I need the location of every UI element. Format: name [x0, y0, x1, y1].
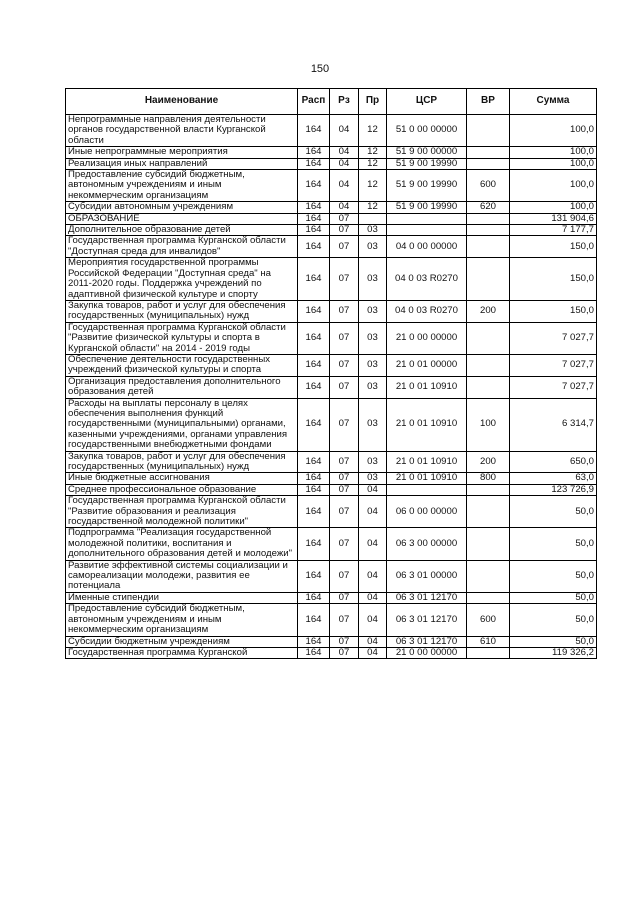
- cell-pr: 04: [359, 484, 387, 495]
- cell-csr: 04 0 00 00000: [387, 236, 467, 258]
- cell-name: Обеспечение деятельности государственных учреждений физической культуры и спорта: [66, 354, 298, 376]
- cell-rasp: 164: [298, 225, 330, 236]
- cell-rz: 07: [330, 213, 359, 224]
- cell-sum: 7 027,7: [510, 322, 597, 354]
- cell-rz: 04: [330, 158, 359, 169]
- cell-name: Государственная программа Курганской области "Доступная среда для инвалидов": [66, 236, 298, 258]
- cell-csr: 04 0 03 R0270: [387, 258, 467, 301]
- cell-vr: 600: [467, 604, 510, 636]
- cell-rz: 04: [330, 202, 359, 213]
- cell-rz: 07: [330, 592, 359, 603]
- cell-vr: [467, 322, 510, 354]
- cell-sum: 131 904,6: [510, 213, 597, 224]
- cell-name: Мероприятия государственной программы Российской Федерации "Доступная среда" на 2011-2020 годы. Поддержка учреждений по адаптивной физической культуре и спорту: [66, 258, 298, 301]
- table-row: [66, 158, 597, 169]
- cell-rz: 04: [330, 147, 359, 158]
- page-number: 150: [310, 63, 330, 75]
- table-row: [66, 398, 597, 451]
- cell-rz: 07: [330, 354, 359, 376]
- cell-pr: 03: [359, 322, 387, 354]
- cell-csr: 06 3 01 12170: [387, 604, 467, 636]
- cell-pr: 12: [359, 147, 387, 158]
- cell-rz: 07: [330, 604, 359, 636]
- cell-name: Государственная программа Курганской: [66, 647, 298, 658]
- table-row: [66, 170, 597, 202]
- cell-name: Среднее профессиональное образование: [66, 484, 298, 495]
- cell-sum: 100,0: [510, 170, 597, 202]
- cell-rasp: 164: [298, 322, 330, 354]
- cell-vr: [467, 376, 510, 398]
- cell-name: Субсидии автономным учреждениям: [66, 202, 298, 213]
- cell-sum: 100,0: [510, 115, 597, 147]
- table-row: [66, 376, 597, 398]
- cell-pr: 04: [359, 560, 387, 592]
- header-sum: Сумма: [510, 89, 597, 115]
- header-vr: ВР: [467, 89, 510, 115]
- table-row: [66, 592, 597, 603]
- cell-vr: [467, 147, 510, 158]
- cell-csr: 04 0 03 R0270: [387, 300, 467, 322]
- cell-rz: 07: [330, 236, 359, 258]
- cell-rasp: 164: [298, 484, 330, 495]
- cell-sum: 50,0: [510, 592, 597, 603]
- cell-sum: 123 726,9: [510, 484, 597, 495]
- cell-sum: 6 314,7: [510, 398, 597, 451]
- table-row: [66, 560, 597, 592]
- cell-rz: 07: [330, 300, 359, 322]
- cell-rasp: 164: [298, 592, 330, 603]
- cell-rasp: 164: [298, 496, 330, 528]
- cell-sum: 119 326,2: [510, 647, 597, 658]
- cell-pr: 03: [359, 354, 387, 376]
- cell-csr: 06 3 01 12170: [387, 592, 467, 603]
- cell-name: Организация предоставления дополнительного образования детей: [66, 376, 298, 398]
- cell-rz: 07: [330, 376, 359, 398]
- cell-name: Подпрограмма "Реализация государственной молодежной политики, воспитания и дополнительного образования детей и молодежи": [66, 528, 298, 560]
- cell-csr: 51 9 00 00000: [387, 147, 467, 158]
- cell-pr: 03: [359, 451, 387, 473]
- cell-csr: 51 9 00 19990: [387, 202, 467, 213]
- table-row: [66, 354, 597, 376]
- header-row: [66, 89, 597, 115]
- cell-pr: 12: [359, 170, 387, 202]
- cell-rz: 07: [330, 647, 359, 658]
- table-row: [66, 636, 597, 647]
- cell-vr: 800: [467, 473, 510, 484]
- cell-csr: 51 9 00 19990: [387, 158, 467, 169]
- cell-name: Закупка товаров, работ и услуг для обеспечения государственных (муниципальных) нужд: [66, 451, 298, 473]
- cell-rz: 07: [330, 451, 359, 473]
- cell-rasp: 164: [298, 560, 330, 592]
- cell-vr: [467, 528, 510, 560]
- table-row: [66, 213, 597, 224]
- cell-sum: 7 027,7: [510, 376, 597, 398]
- table-header: [66, 89, 597, 115]
- cell-csr: 06 0 00 00000: [387, 496, 467, 528]
- cell-sum: 150,0: [510, 236, 597, 258]
- cell-csr: 51 0 00 00000: [387, 115, 467, 147]
- cell-rz: 07: [330, 636, 359, 647]
- cell-pr: 04: [359, 528, 387, 560]
- cell-rz: 07: [330, 496, 359, 528]
- table-row: [66, 484, 597, 495]
- cell-vr: 100: [467, 398, 510, 451]
- cell-name: Государственная программа Курганской области "Развитие образования и реализация государственной молодежной политики": [66, 496, 298, 528]
- cell-pr: 03: [359, 473, 387, 484]
- cell-name: Расходы на выплаты персоналу в целях обеспечения выполнения функций государственными (муниципальными) органами, казенными учреждениями, органами управления государственными внебюджетными фондами: [66, 398, 298, 451]
- table-row: [66, 300, 597, 322]
- table-body: [66, 115, 597, 659]
- cell-pr: 04: [359, 636, 387, 647]
- cell-vr: 610: [467, 636, 510, 647]
- cell-pr: 12: [359, 158, 387, 169]
- cell-rz: 07: [330, 560, 359, 592]
- budget-table: [65, 88, 597, 659]
- cell-rz: 07: [330, 473, 359, 484]
- cell-sum: 100,0: [510, 202, 597, 213]
- cell-rasp: 164: [298, 604, 330, 636]
- cell-rasp: 164: [298, 451, 330, 473]
- cell-sum: 150,0: [510, 300, 597, 322]
- cell-vr: [467, 484, 510, 495]
- cell-vr: [467, 158, 510, 169]
- cell-csr: 21 0 01 00000: [387, 354, 467, 376]
- cell-csr: 21 0 01 10910: [387, 398, 467, 451]
- cell-rasp: 164: [298, 300, 330, 322]
- cell-name: Иные непрограммные мероприятия: [66, 147, 298, 158]
- cell-vr: 200: [467, 300, 510, 322]
- cell-csr: 21 0 01 10910: [387, 376, 467, 398]
- table-row: [66, 115, 597, 147]
- cell-sum: 63,0: [510, 473, 597, 484]
- cell-rasp: 164: [298, 202, 330, 213]
- cell-rasp: 164: [298, 147, 330, 158]
- cell-csr: [387, 484, 467, 495]
- table-row: [66, 236, 597, 258]
- cell-pr: 04: [359, 592, 387, 603]
- cell-csr: 21 0 00 00000: [387, 322, 467, 354]
- cell-rasp: 164: [298, 258, 330, 301]
- cell-pr: 04: [359, 496, 387, 528]
- cell-pr: 03: [359, 258, 387, 301]
- cell-pr: 04: [359, 604, 387, 636]
- cell-csr: 51 9 00 19990: [387, 170, 467, 202]
- cell-pr: [359, 213, 387, 224]
- cell-sum: 7 027,7: [510, 354, 597, 376]
- cell-rasp: 164: [298, 376, 330, 398]
- cell-csr: 21 0 00 00000: [387, 647, 467, 658]
- cell-rz: 07: [330, 225, 359, 236]
- cell-pr: 03: [359, 236, 387, 258]
- cell-pr: 03: [359, 398, 387, 451]
- cell-rz: 07: [330, 322, 359, 354]
- cell-sum: 100,0: [510, 158, 597, 169]
- table-row: [66, 147, 597, 158]
- table-row: [66, 647, 597, 658]
- cell-vr: 600: [467, 170, 510, 202]
- table-row: [66, 225, 597, 236]
- cell-sum: 50,0: [510, 528, 597, 560]
- cell-rasp: 164: [298, 213, 330, 224]
- cell-rz: 07: [330, 484, 359, 495]
- cell-sum: 50,0: [510, 560, 597, 592]
- cell-vr: 620: [467, 202, 510, 213]
- table-row: [66, 258, 597, 301]
- cell-vr: 200: [467, 451, 510, 473]
- cell-sum: 150,0: [510, 258, 597, 301]
- cell-name: Государственная программа Курганской области "Развитие физической культуры и спорта в Курганской области" на 2014 - 2019 годы: [66, 322, 298, 354]
- header-pr: Пр: [359, 89, 387, 115]
- cell-rz: 07: [330, 258, 359, 301]
- table-row: [66, 473, 597, 484]
- cell-rz: 07: [330, 398, 359, 451]
- cell-rasp: 164: [298, 115, 330, 147]
- cell-name: ОБРАЗОВАНИЕ: [66, 213, 298, 224]
- cell-sum: 50,0: [510, 496, 597, 528]
- cell-rasp: 164: [298, 170, 330, 202]
- header-rz: Рз: [330, 89, 359, 115]
- cell-name: Дополнительное образование детей: [66, 225, 298, 236]
- cell-csr: 06 3 00 00000: [387, 528, 467, 560]
- cell-sum: 100,0: [510, 147, 597, 158]
- table-row: [66, 528, 597, 560]
- cell-vr: [467, 115, 510, 147]
- cell-sum: 50,0: [510, 636, 597, 647]
- cell-rasp: 164: [298, 647, 330, 658]
- cell-pr: 12: [359, 115, 387, 147]
- cell-vr: [467, 354, 510, 376]
- cell-name: Иные бюджетные ассигнования: [66, 473, 298, 484]
- table-row: [66, 451, 597, 473]
- cell-csr: [387, 213, 467, 224]
- cell-vr: [467, 258, 510, 301]
- cell-rz: 04: [330, 170, 359, 202]
- cell-sum: 50,0: [510, 604, 597, 636]
- cell-name: Предоставление субсидий бюджетным, автономным учреждениям и иным некоммерческим организациям: [66, 604, 298, 636]
- cell-vr: [467, 236, 510, 258]
- cell-rasp: 164: [298, 636, 330, 647]
- table-row: [66, 496, 597, 528]
- cell-csr: [387, 225, 467, 236]
- cell-csr: 21 0 01 10910: [387, 473, 467, 484]
- cell-name: Субсидии бюджетным учреждениям: [66, 636, 298, 647]
- cell-rasp: 164: [298, 473, 330, 484]
- table-row: [66, 604, 597, 636]
- cell-vr: [467, 592, 510, 603]
- cell-rasp: 164: [298, 158, 330, 169]
- cell-vr: [467, 560, 510, 592]
- cell-rz: 07: [330, 528, 359, 560]
- cell-rasp: 164: [298, 236, 330, 258]
- cell-sum: 7 177,7: [510, 225, 597, 236]
- cell-csr: 06 3 01 00000: [387, 560, 467, 592]
- cell-rz: 04: [330, 115, 359, 147]
- table-row: [66, 322, 597, 354]
- header-rasp: Расп: [298, 89, 330, 115]
- cell-name: Развитие эффективной системы социализации и самореализации молодежи, развития ее потенциала: [66, 560, 298, 592]
- cell-pr: 12: [359, 202, 387, 213]
- cell-pr: 04: [359, 647, 387, 658]
- cell-name: Непрограммные направления деятельности органов государственной власти Курганской области: [66, 115, 298, 147]
- cell-rasp: 164: [298, 398, 330, 451]
- cell-pr: 03: [359, 225, 387, 236]
- cell-rasp: 164: [298, 354, 330, 376]
- header-name: Наименование: [66, 89, 298, 115]
- cell-csr: 21 0 01 10910: [387, 451, 467, 473]
- cell-vr: [467, 496, 510, 528]
- cell-name: Реализация иных направлений: [66, 158, 298, 169]
- cell-csr: 06 3 01 12170: [387, 636, 467, 647]
- cell-sum: 650,0: [510, 451, 597, 473]
- cell-vr: [467, 213, 510, 224]
- cell-vr: [467, 647, 510, 658]
- cell-rasp: 164: [298, 528, 330, 560]
- cell-pr: 03: [359, 300, 387, 322]
- cell-name: Именные стипендии: [66, 592, 298, 603]
- cell-vr: [467, 225, 510, 236]
- header-csr: ЦСР: [387, 89, 467, 115]
- cell-name: Закупка товаров, работ и услуг для обеспечения государственных (муниципальных) нужд: [66, 300, 298, 322]
- table-row: [66, 202, 597, 213]
- cell-pr: 03: [359, 376, 387, 398]
- cell-name: Предоставление субсидий бюджетным, автономным учреждениям и иным некоммерческим организациям: [66, 170, 298, 202]
